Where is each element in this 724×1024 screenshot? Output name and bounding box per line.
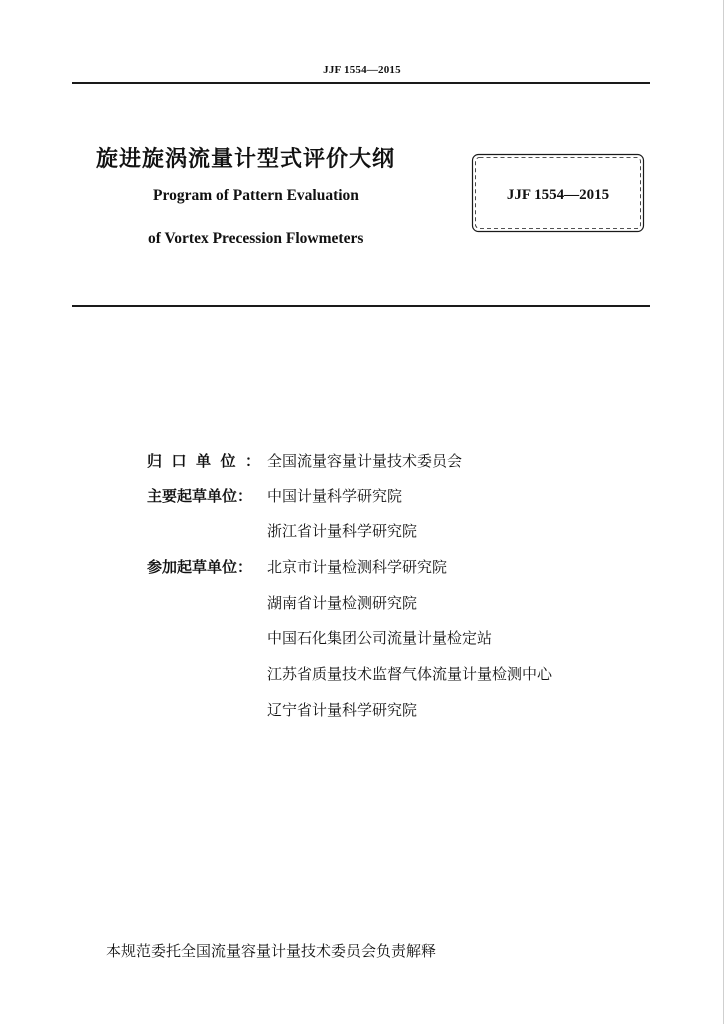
responsible-unit-value: 全国流量容量计量技术委员会: [267, 452, 463, 470]
participating-drafting-unit: 湖南省计量检测研究院: [267, 594, 418, 612]
top-divider: [72, 82, 650, 84]
main-drafting-label: 主要起草单位：: [147, 487, 253, 505]
main-drafting-unit: 浙江省计量科学研究院: [267, 522, 418, 540]
participating-drafting-unit: 江苏省质量技术监督气体流量计量检测中心: [267, 665, 553, 683]
participating-drafting-label: 参加起草单位：: [147, 558, 253, 576]
main-drafting-unit: 中国计量科学研究院: [267, 487, 403, 505]
participating-drafting-unit: 北京市计量检测科学研究院: [267, 558, 448, 576]
standard-code-box-label: JJF 1554—2015: [506, 187, 610, 203]
standard-code-box: [471, 153, 645, 233]
title-english-line2: of Vortex Precession Flowmeters: [148, 230, 364, 247]
interpretation-note: 本规范委托全国流量容量计量技术委员会负责解释: [106, 942, 437, 960]
header-standard-code: JJF 1554—2015: [323, 64, 401, 76]
participating-drafting-unit: 辽宁省计量科学研究院: [267, 701, 418, 719]
participating-drafting-unit: 中国石化集团公司流量计量检定站: [267, 629, 493, 647]
title-chinese: 旋进旋涡流量计型式评价大纲: [96, 147, 396, 172]
responsible-unit-label: 归口单位：: [147, 452, 270, 470]
bottom-divider: [72, 305, 650, 307]
title-english-line1: Program of Pattern Evaluation: [153, 187, 359, 204]
